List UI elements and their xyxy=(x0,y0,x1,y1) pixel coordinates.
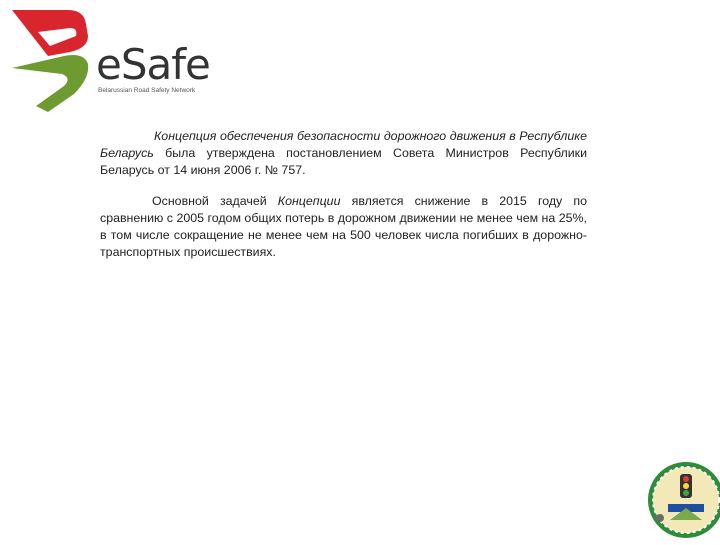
concept-approval-text: была утверждена постановлением Совета Министров Республики Беларусь от 14 июня 2006 г. № 757. xyxy=(100,146,587,177)
paragraph-concept xyxy=(100,128,587,179)
logo-wordmark: eSafe xyxy=(96,40,210,89)
traffic-emblem-icon xyxy=(646,460,720,540)
logo-subtitle: Belarussian Road Safety Network xyxy=(98,87,196,94)
document-body xyxy=(100,128,587,275)
esafe-logo-mark-icon xyxy=(8,6,98,114)
concept-title: Концепция обеспечения безопасности дорожного движения в Республике Беларусь xyxy=(100,129,587,160)
esafe-logo xyxy=(8,6,208,114)
paragraph-main-task xyxy=(100,193,587,261)
main-task-start: Основной задачей xyxy=(152,194,278,208)
main-task-text: является снижение в 2015 году по сравнению с 2005 годом общих потерь в дорожном движении не менее чем на 25%, в том числе сокращение не менее чем на 500 человек числа погибших в дорожно-транспортных происшествиях. xyxy=(100,194,587,259)
main-task-concept-word: Концепции xyxy=(277,194,341,208)
